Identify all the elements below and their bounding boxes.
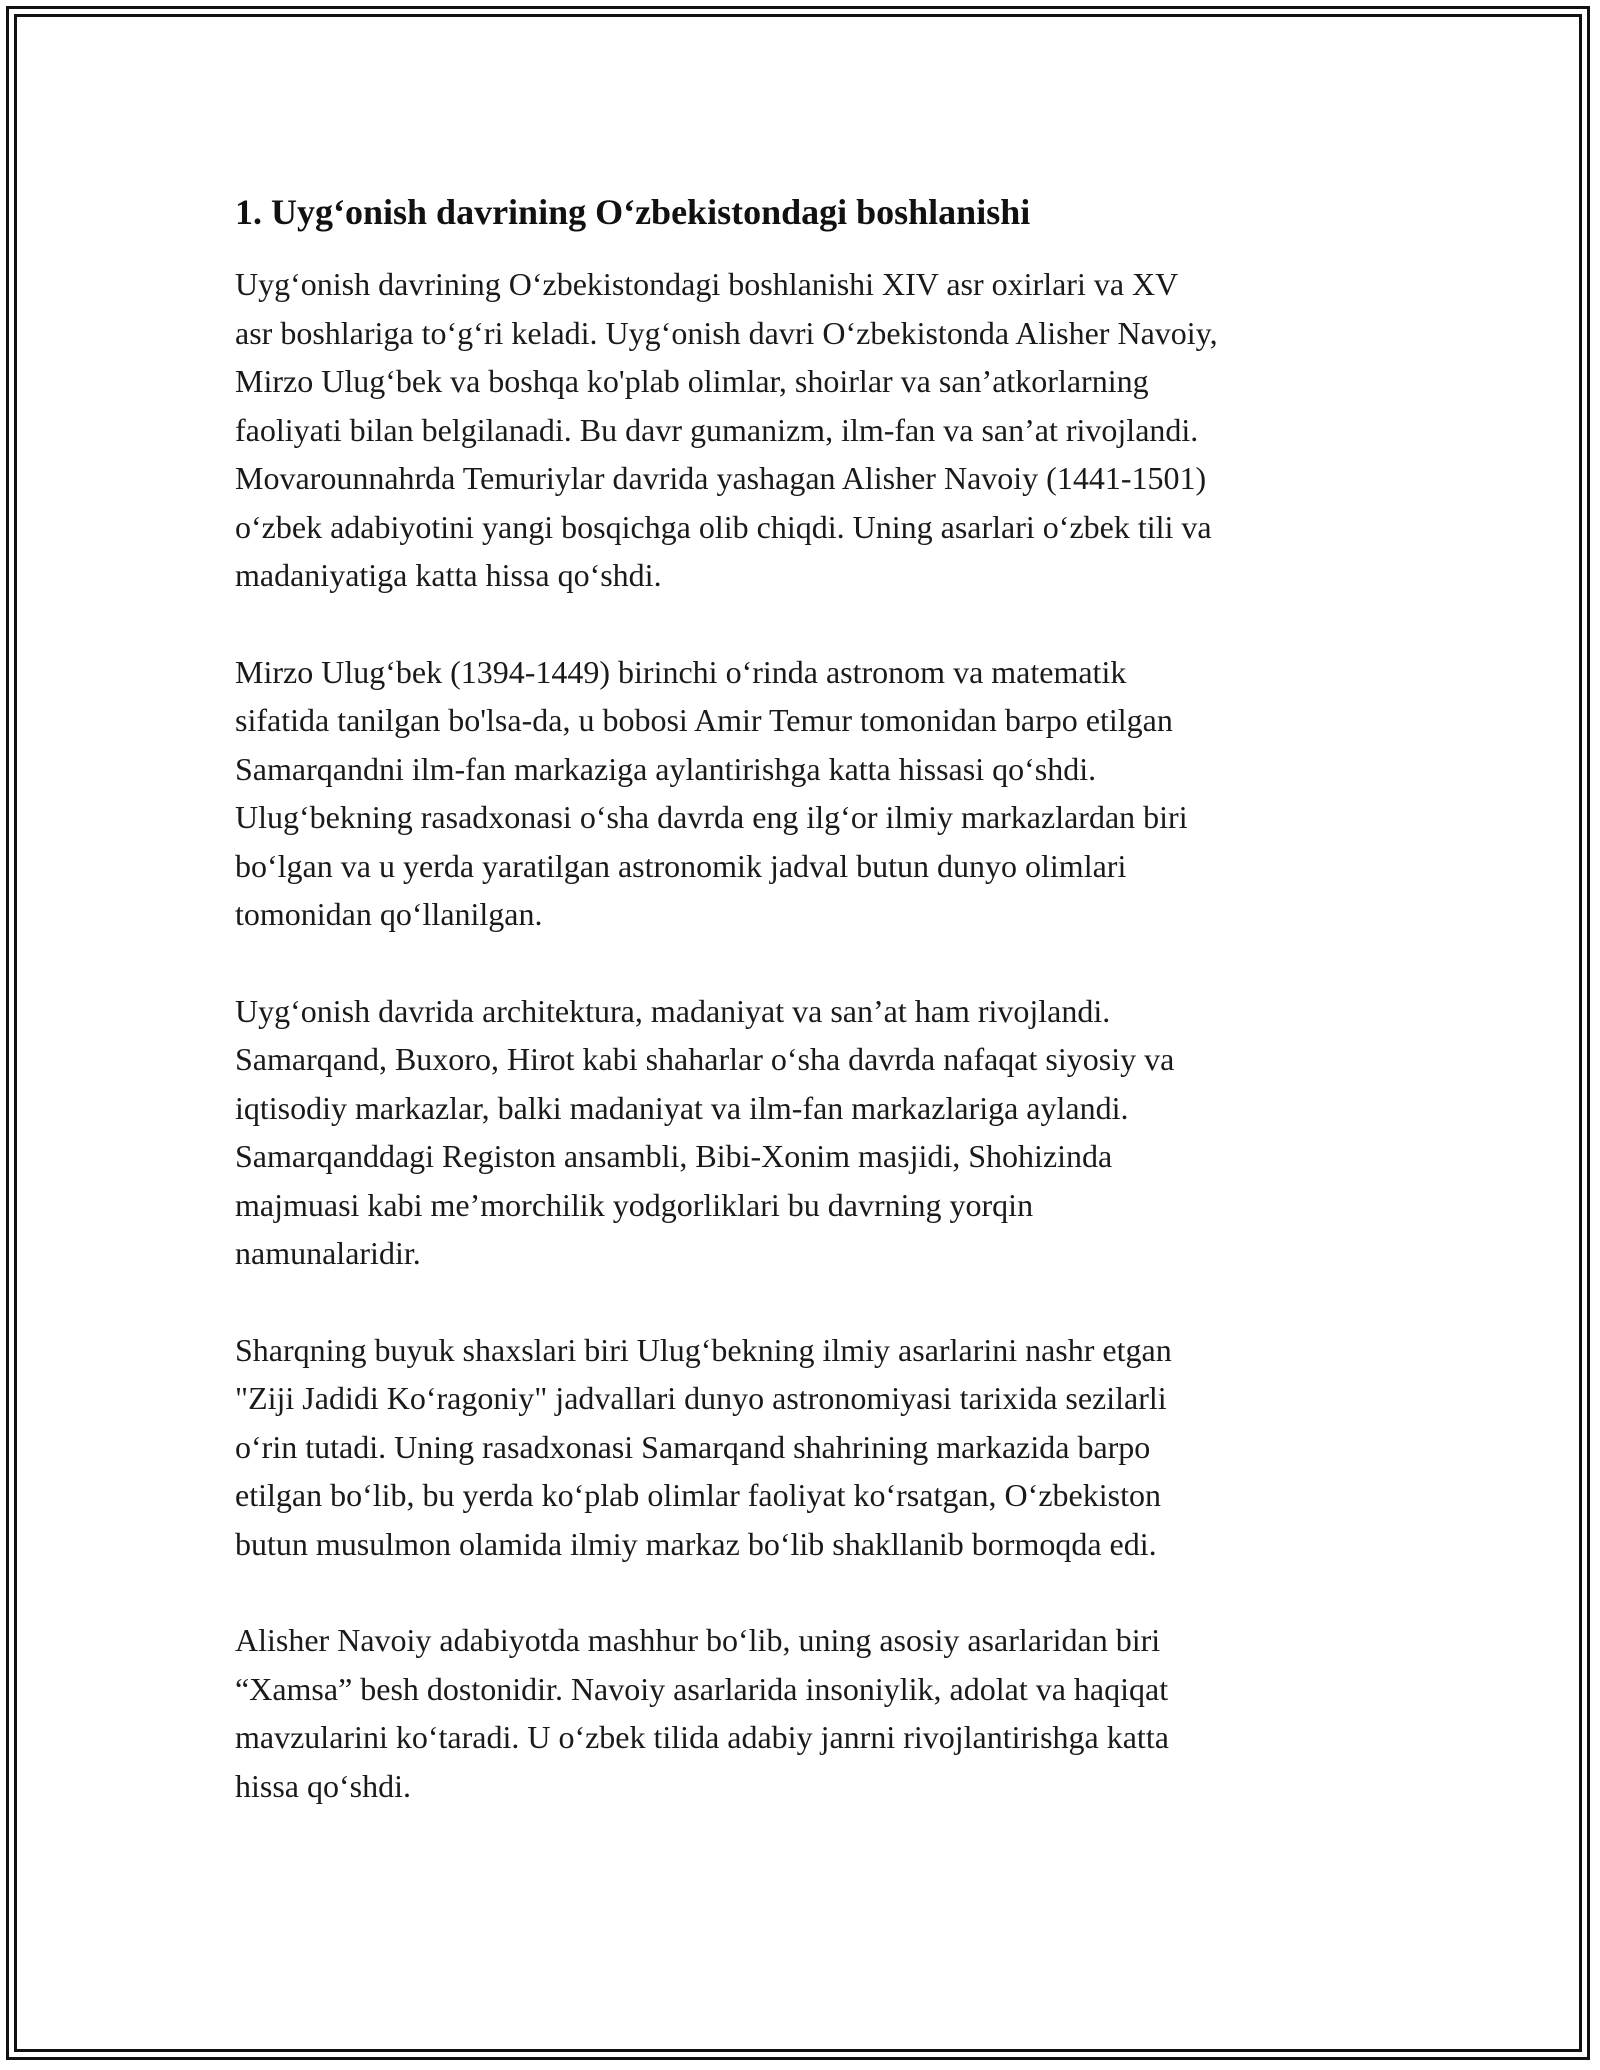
paragraph-zij-tables: Sharqning buyuk shaxslari biri Ulug‘bekning ilmiy asarlarini nashr etgan "Ziji Jadidi Ko‘ragoniy" jadvallari dunyo astronomiyasi tarixida sezilarli o‘rin tutadi. Uning rasadxonasi Samarqand shahrining markazida barpo etilgan bo‘lib, bu yerda ko‘plab olimlar faoliyat ko‘rsatgan, O‘zbekiston butun musulmon olamida ilmiy markaz bo‘lib shakllanib bormoqda edi. <box>235 1331 1172 1562</box>
paragraph-renaissance-beginning: Uyg‘onish davrining O‘zbekistondagi boshlanishi XIV asr oxirlari va XV asr boshlariga to‘g‘ri keladi. Uyg‘onish davri O‘zbekistonda Alisher Navoiy, Mirzo Ulug‘bek va boshqa ko'plab olimlar, shoirlar va san’atkorlarning faoliyati bilan belgilanadi. Bu davr gumanizm, ilm-fan va san’at rivojlandi. Movarounnahrda Temuriylar davrida yashagan Alisher Navoiy (1441-1501) o‘zbek adabiyotini yangi bosqichga olib chiqdi. Uning asarlari o‘zbek tili va madaniyatiga katta hissa qo‘shdi. <box>235 266 1218 593</box>
paragraph-ulugbek: Mirzo Ulug‘bek (1394-1449) birinchi o‘rinda astronom va matematik sifatida tanilgan bo'lsa-da, u bobosi Amir Temur tomonidan barpo etilgan Samarqandni ilm-fan markaziga aylantirishga katta hissasi qo‘shdi. Ulug‘bekning rasadxonasi o‘sha davrda eng ilg‘or ilmiy markazlardan biri bo‘lgan va u yerda yaratilgan astronomik jadval butun dunyo olimlari tomonidan qo‘llanilgan. <box>235 653 1188 932</box>
section-heading: 1. Uyg‘onish davrining O‘zbekistondagi boshlanishi <box>235 192 1031 232</box>
paragraph-architecture: Uyg‘onish davrida architektura, madaniyat va san’at ham rivojlandi. Samarqand, Buxoro, Hirot kabi shaharlar o‘sha davrda nafaqat siyosiy va iqtisodiy markazlar, balki madaniyat va ilm-fan markazlariga aylandi. Samarqanddagi Registon ansambli, Bibi-Xonim masjidi, Shohizinda majmuasi kabi me’morchilik yodgorliklari bu davrning yorqin namunalaridir. <box>235 992 1175 1271</box>
paragraph-navoiy: Alisher Navoiy adabiyotda mashhur bo‘lib, uning asosiy asarlaridan biri “Xamsa” besh dostonidir. Navoiy asarlarida insoniylik, adolat va haqiqat mavzularini ko‘taradi. U o‘zbek tilida adabiy janrni rivojlantirishga katta hissa qo‘shdi. <box>235 1622 1169 1804</box>
document-body <box>235 180 1375 1858</box>
